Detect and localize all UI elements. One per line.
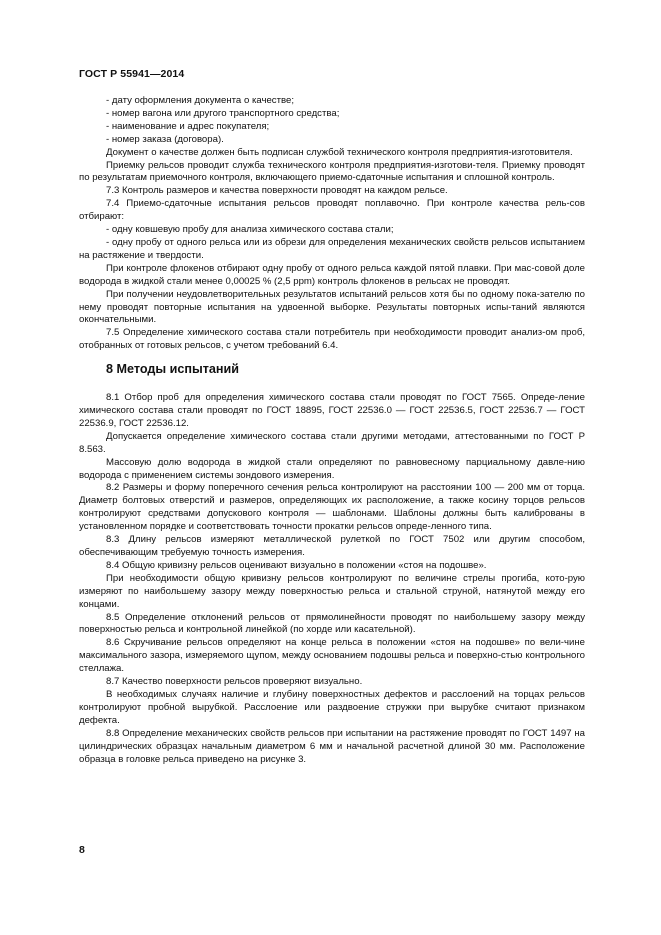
paragraph: В необходимых случаях наличие и глубину поверхностных дефектов и расслоений на торцах рельсов контролируют пробной вырубкой. Расслоение или раздвоение стружки при вырубке считают признаком дефекта.: [79, 688, 585, 726]
paragraph: 8.3 Длину рельсов измеряют металлической рулеткой по ГОСТ 7502 или другим способом, обеспечивающим требуемую точность измерения.: [79, 534, 585, 558]
paragraph: При необходимости общую кривизну рельсов контролируют по величине стрелы прогиба, кото-рую измеряют по наибольшему зазору между поверхностью рельса и стальной струной, натянутой между его концами.: [79, 572, 585, 610]
paragraph: - номер заказа (договора).: [106, 133, 224, 145]
paragraph: 8.1 Отбор проб для определения химического состава стали проводят по ГОСТ 7565. Опреде-ление химического состава стали проводят по ГОСТ 18895, ГОСТ 22536.0 — ГОСТ 22536.5, ГОСТ 22536.7 — ГОСТ 22536.9, ГОСТ 22536.12.: [79, 392, 585, 429]
page-number: 8: [79, 844, 85, 856]
paragraph: 8.4 Общую кривизну рельсов оценивают визуально в положении «стоя на подошве».: [106, 559, 487, 571]
paragraph: 8.2 Размеры и форму поперечного сечения рельса контролируют на расстоянии 100 — 200 мм от торца. Диаметр болтовых отверстий и размеров, определяющих их расположение, а также косину торцов рельсов контролируют средствами допускового контроля — шаблонами. Шаблоны должны быть калиброваны в установленном порядке и соответствовать точности прокатки рельсов опреде-ленного типа.: [79, 482, 585, 533]
paragraph: 7.4 Приемо-сдаточные испытания рельсов проводят поплавочно. При контроле качества рель-сов отбирают:: [79, 198, 585, 223]
paragraph: - одну пробу от одного рельса или из обрези для определения механических свойств рельсов испытанием на растяжение и твердости.: [79, 236, 585, 261]
paragraph: При контроле флокенов отбирают одну пробу от одного рельса каждой пятой плавки. При мас-совой доле водорода в жидкой стали менее 0,00025 % (2,5 ppm) контроль флокенов в рельсах не проводят.: [79, 262, 585, 287]
paragraph: - одну ковшевую пробу для анализа химического состава стали;: [106, 224, 394, 236]
paragraph: Допускается определение химического состава стали другими методами, аттестованными по ГОСТ Р 8.563.: [79, 430, 585, 455]
paragraph: 8.7 Качество поверхности рельсов проверяют визуально.: [106, 676, 363, 688]
paragraph: При получении неудовлетворительных результатов испытаний рельсов хотя бы по одному пока-зателю по нему проводят повторные испытания на удвоенной выборке. Результаты повторных испы-таний являются окончательными.: [79, 288, 585, 326]
paragraph: 7.5 Определение химического состава стали потребитель при необходимости проводит анализ-ом проб, отобранных от готовых рельсов, с учетом требований 6.4.: [79, 327, 585, 352]
paragraph: - дату оформления документа о качестве;: [106, 95, 294, 106]
section-heading: 8 Методы испытаний: [106, 362, 239, 377]
document-body: [79, 95, 585, 766]
paragraph: 7.3 Контроль размеров и качества поверхности проводят на каждом рельсе.: [106, 185, 448, 197]
paragraph: - номер вагона или другого транспортного средства;: [106, 107, 340, 119]
paragraph: 8.8 Определение механических свойств рельсов при испытании на растяжение проводят по ГОСТ 1497 на цилиндрических образцах начальным диаметром 6 мм и начальной расчетной длиной 30 мм. Расположение образца в головке рельса приведено на рисунке 3.: [79, 727, 585, 765]
paragraph: - наименование и адрес покупателя;: [106, 120, 270, 132]
paragraph: 8.6 Скручивание рельсов определяют на конце рельса в положении «стоя на подошве» по вели-чине максимального зазора, измеряемого щупом, между основанием подошвы рельса и поверхно-стью контрольного стеллажа.: [79, 637, 585, 675]
document-header: ГОСТ Р 55941—2014: [79, 68, 185, 80]
paragraph: Массовую долю водорода в жидкой стали определяют по равновесному парциальному давле-нию водорода с применением системы зондового измерения.: [79, 456, 585, 481]
paragraph: Документ о качестве должен быть подписан службой технического контроля предприятия-изготовителя.: [106, 146, 573, 158]
paragraph: Приемку рельсов проводит служба технического контроля предприятия-изготови-теля. Приемку проводят по результатам приемочного контроля, включающего приемо-сдаточные испытания и сплошной контроль.: [79, 159, 585, 184]
paragraph: 8.5 Определение отклонений рельсов от прямолинейности проводят по наибольшему зазору между поверхностью рельса и контрольной линейкой (по хорде или касательной).: [79, 611, 585, 636]
